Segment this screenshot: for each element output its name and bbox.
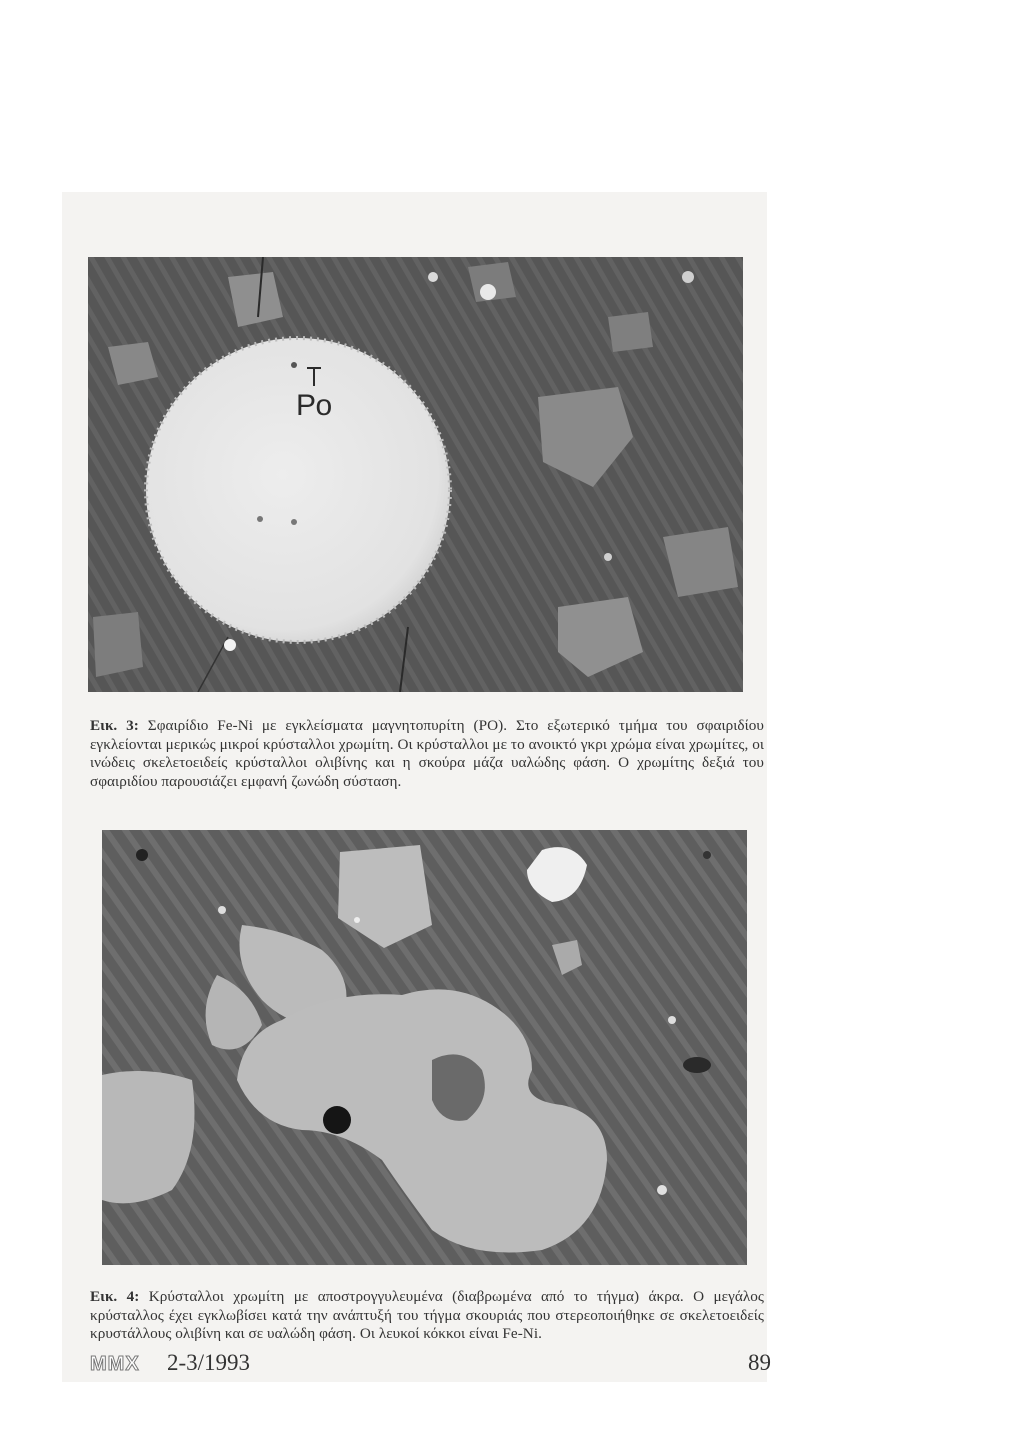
journal-logo: ΜΜΧ [90, 1353, 140, 1375]
figure-3-micrograph [88, 257, 743, 692]
issue-number: 2-3/1993 [167, 1350, 251, 1375]
figure-3-caption [90, 717, 764, 791]
figure-4-micrograph [102, 830, 747, 1265]
figure-4-caption-text: Κρύσταλλοι χρωμίτη με αποστρογγυλευμένα (διαβρωμένα από το τήγμα) άκρα. Ο μεγάλος κρύσταλλος έχει εγκλωβίσει κατά την ανάπτυξή του τήγμα σκουριάς που στερεοποιήθηκε σε σκελετοειδείς κρυστάλλους ολιβίνη και σε υαλώδη φάση. Οι λευκοί κόκκοι είναι Fe-Ni. [90, 1288, 764, 1343]
figure-3-label: Εικ. 3: [90, 717, 139, 734]
figure-3-caption-text: Σφαιρίδιο Fe-Ni με εγκλείσματα μαγνητοπυρίτη (PO). Στο εξωτερικό τμήμα του σφαιριδίου εγκλείονται μερικώς μικροί κρύσταλλοι χρωμίτη. Οι κρύσταλλοι με το ανοικτό γκρι χρώμα είναι χρωμίτες, οι ινώδεις σκελετοειδείς κρύσταλλοι ολιβίνης και η σκούρα μάζα υαλώδης φάση. Ο χρωμίτης δεξιά του σφαιριδίου παρουσιάζει εμφανή ζωνώδη σύσταση. [90, 717, 764, 790]
figure-4-caption [90, 1288, 764, 1344]
figure-4-label: Εικ. 4: [90, 1288, 140, 1305]
po-arrow-icon [303, 366, 325, 388]
figure-4-image [102, 830, 747, 1265]
po-marker-label: Po [296, 389, 332, 422]
figure-3-image [88, 257, 743, 692]
page-number: 89 [748, 1350, 771, 1375]
